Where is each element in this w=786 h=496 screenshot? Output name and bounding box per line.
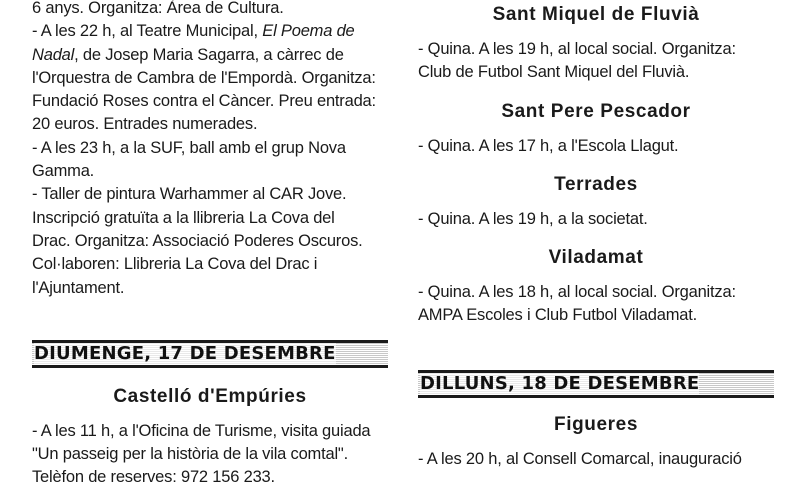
- text-line: "Un passeig per la història de la vila comtal".: [32, 445, 348, 464]
- work-title: El Poema de: [262, 22, 355, 41]
- text-line: Fundació Roses contra el Càncer. Preu entrada:: [32, 92, 376, 111]
- text-line: l'Ajuntament.: [32, 278, 125, 297]
- text-line: Col·laboren: Llibreria La Cova del Drac i: [32, 255, 318, 274]
- text-line: - Quina. A les 17 h, a l'Escola Llagut.: [418, 136, 679, 155]
- left-column: [32, 0, 388, 490]
- text-line: - A les 22 h, al Teatre Municipal,: [32, 22, 258, 41]
- town-heading-sant-miquel: Sant Miquel de Fluvià: [492, 4, 700, 25]
- town-heading-viladamat: Viladamat: [548, 247, 644, 269]
- right-column: [418, 0, 774, 471]
- paragraph-terrades: [418, 208, 774, 231]
- text-line: Drac. Organitza: Associació Poderes Oscuros.: [32, 231, 363, 250]
- town-heading-figueres: Figueres: [554, 413, 638, 435]
- text-line: - A les 20 h, al Consell Comarcal, inauguració: [418, 449, 742, 468]
- work-title: Nadal: [32, 45, 75, 64]
- text-line: 20 euros. Entrades numerades.: [32, 115, 258, 134]
- text-line: , de Josep Maria Sagarra, a càrrec de: [74, 45, 344, 64]
- paragraph-suf-ball: [32, 137, 388, 184]
- text-line: l'Orquestra de Cambra de l'Empordà. Organitza:: [32, 68, 376, 87]
- text-line: Telèfon de reserves: 972 156 233.: [32, 468, 275, 487]
- text-line: - Taller de pintura Warhammer al CAR Jove.: [32, 185, 347, 204]
- text-line: AMPA Escoles i Club Futbol Viladamat.: [418, 306, 698, 325]
- text-line: - Quina. A les 18 h, al local social. Organitza:: [418, 283, 736, 302]
- section-title: DIUMENGE, 17 DE DESEMBRE: [34, 342, 336, 364]
- paragraph-sant-miquel: [418, 38, 774, 85]
- paragraph-figueres: [418, 448, 774, 471]
- paragraph-warhammer: [32, 183, 388, 299]
- paragraph-castello: [32, 420, 388, 490]
- text-line: Club de Futbol Sant Miquel del Fluvià.: [418, 63, 690, 82]
- text-line: Gamma.: [32, 162, 95, 181]
- town-heading-sant-pere: Sant Pere Pescador: [501, 100, 691, 122]
- paragraph-viladamat: [418, 281, 774, 328]
- text-line: - Quina. A les 19 h, a la societat.: [418, 209, 648, 228]
- text-line: - Quina. A les 19 h, al local social. Organitza:: [418, 40, 736, 58]
- paragraph-poema-nadal: [32, 20, 388, 136]
- text-line: 6 anys. Organitza: Àrea de Cultura.: [32, 0, 284, 17]
- town-heading-terrades: Terrades: [554, 173, 638, 195]
- paragraph-sant-pere: [418, 135, 774, 158]
- paragraph-cultura: [32, 0, 388, 20]
- section-title: DILLUNS, 18 DE DESEMBRE: [420, 372, 700, 394]
- section-band-dilluns: [418, 370, 774, 398]
- text-line: - A les 11 h, a l'Oficina de Turisme, visita guiada: [32, 421, 371, 440]
- town-heading-castello: Castelló d'Empúries: [113, 385, 307, 407]
- text-line: - A les 23 h, a la SUF, ball amb el grup Nova: [32, 138, 346, 157]
- text-line: Inscripció gratuïta a la llibreria La Cova del: [32, 208, 335, 227]
- section-band-diumenge: [32, 340, 388, 368]
